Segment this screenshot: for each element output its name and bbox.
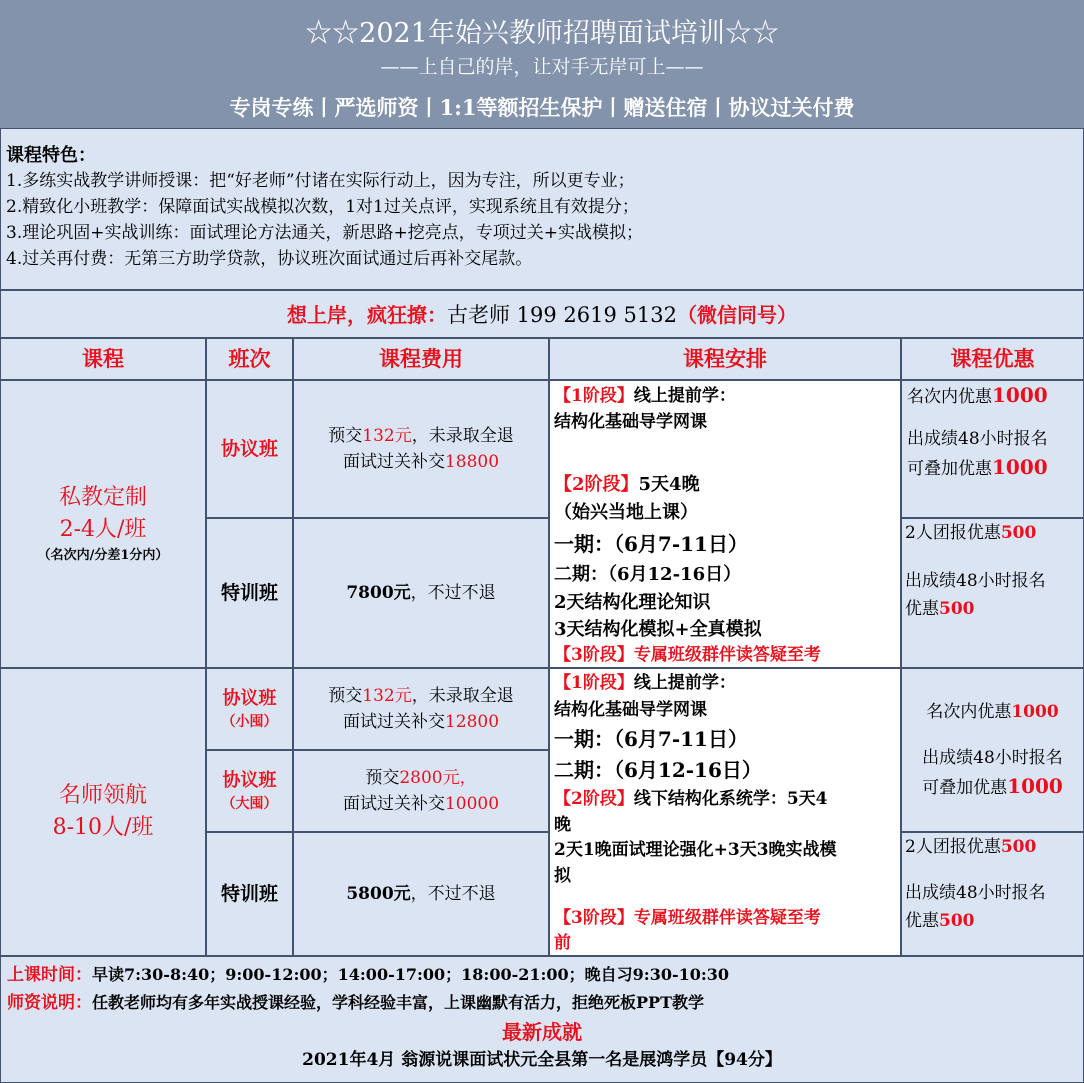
- class-agreement: 协议班: [206, 380, 293, 518]
- fee-intensive-2: [293, 832, 549, 956]
- discount-amount: 500: [1000, 523, 1037, 543]
- fee-amount: 7800元: [346, 583, 411, 603]
- discount-master-a: [901, 668, 1084, 832]
- features-heading: 课程特色：: [6, 145, 96, 166]
- discount-text: 出成绩48小时报名: [905, 883, 1046, 903]
- discount-text: 2人团报优惠: [905, 523, 1001, 543]
- fee-amount: 5800元: [346, 884, 411, 904]
- discount-amount: 500: [939, 599, 975, 619]
- feature-tagline: 专岗专练丨严选师资丨1:1等额招生保护丨赠送住宿丨协议过关付费: [229, 95, 855, 120]
- schedule-period: 二期：（6月12-16日）: [554, 564, 742, 585]
- fee-text: ，未录取全退: [411, 686, 514, 706]
- achievement-text: 2021年4月 翁源说课面试状元全县第一名是展鸿学员【94分】: [302, 1050, 782, 1070]
- stage-tag: 【2阶段】: [554, 789, 634, 809]
- contact-row: [0, 290, 1084, 338]
- class-sub: （小囤）: [221, 714, 278, 730]
- col-header-schedule: 课程安排: [549, 338, 901, 380]
- stage-text: 5天4晚: [638, 474, 700, 495]
- footer-section: [0, 956, 1084, 1083]
- fee-agreement-small: [293, 668, 549, 750]
- discount-master-b: [901, 832, 1084, 956]
- fee-text: 面试过关补交: [342, 794, 445, 814]
- discount-amount: 500: [1000, 837, 1037, 857]
- schedule-master: [549, 668, 901, 956]
- discount-amount: 1000: [992, 383, 1048, 407]
- stage-tag: 【2阶段】: [554, 474, 639, 495]
- stage-tag: 【3阶段】专属班级群伴读答疑至考: [554, 645, 821, 665]
- fee-agreement-large: [293, 750, 549, 832]
- achievement-title: 最新成就: [502, 1020, 582, 1044]
- schedule-period: 一期：（6月7-11日）: [554, 532, 748, 556]
- course-size: 2-4人/班: [59, 517, 147, 542]
- class-intensive-2: 特训班: [206, 832, 293, 956]
- discount-text: 优惠: [905, 911, 939, 931]
- stage-tag: 【1阶段】: [554, 386, 634, 406]
- col-header-course: 课程: [0, 338, 206, 380]
- schedule-line: 晚: [554, 815, 571, 835]
- col-header-discount: 课程优惠: [901, 338, 1084, 380]
- course-master: [0, 668, 206, 956]
- course-note: （名次内/分差1分内）: [37, 548, 169, 563]
- fee-amount: 12800: [444, 712, 500, 732]
- discount-text: 出成绩48小时报名: [905, 571, 1046, 591]
- discount-amount: 1000: [1011, 702, 1059, 722]
- stage-text: 线下结构化系统学：5天4: [633, 789, 828, 809]
- course-name: 私教定制: [58, 485, 147, 510]
- page-title: ☆☆2021年始兴教师招聘面试培训☆☆: [305, 18, 779, 49]
- discount-text: 优惠: [905, 599, 939, 619]
- fee-amount: 2800元，: [399, 768, 477, 788]
- schedule-period: 一期：（6月7-11日）: [554, 727, 748, 751]
- course-name: 名师领航: [58, 783, 147, 808]
- fee-text: ，不过不退: [410, 884, 496, 904]
- col-header-fee: 课程费用: [293, 338, 549, 380]
- fee-text: 预交: [328, 426, 363, 446]
- fee-text: 面试过关补交: [342, 712, 445, 732]
- header-banner: [0, 0, 1084, 128]
- class-name: 协议班: [222, 770, 277, 791]
- discount-amount: 1000: [1007, 774, 1063, 798]
- fee-amount: 132元: [362, 426, 412, 446]
- feature-item: 2.精致化小班教学：保障面试实战模拟次数，1对1过关点评，实现系统且有效提分；: [6, 197, 639, 217]
- discount-text: 出成绩48小时报名: [922, 748, 1063, 768]
- features-section: [0, 128, 1084, 290]
- discount-text: 可叠加优惠: [922, 778, 1008, 798]
- contact-wechat: （微信同号）: [677, 303, 797, 327]
- feature-item: 3.理论巩固+实战训练：面试理论方法通关，新思路+挖亮点，专项过关+实战模拟；: [6, 223, 643, 243]
- fee-amount: 10000: [444, 794, 500, 814]
- feature-item: 1.多练实战教学讲师授课：把“好老师”付诸在实际行动上，因为专注，所以更专业；: [6, 171, 635, 191]
- discount-amount: 1000: [992, 455, 1048, 479]
- fee-text: ，不过不退: [410, 583, 496, 603]
- teacher-label: 师资说明：: [7, 993, 92, 1013]
- course-size: 8-10人/班: [52, 815, 154, 840]
- schedule-line: 结构化基础导学网课: [554, 700, 707, 720]
- discount-text: 出成绩48小时报名: [907, 429, 1048, 449]
- fee-intensive: [293, 518, 549, 668]
- stage-text: 线上提前学：: [633, 673, 736, 693]
- discount-text: 2人团报优惠: [905, 837, 1001, 857]
- fee-amount: 18800: [444, 452, 500, 472]
- teacher-text: 任教老师均有多年实战授课经验，学科经验丰富，上课幽默有活力，拒绝死板PPT教学: [92, 993, 704, 1012]
- schedule-line: 3天结构化模拟+全真模拟: [554, 619, 762, 640]
- stage-tag: 前: [554, 933, 571, 953]
- page-subtitle: ——上自己的岸，让对手无岸可上——: [380, 56, 704, 78]
- discount-intensive: [901, 518, 1084, 668]
- feature-item: 4.过关再付费：无第三方助学贷款，协议班次面试通过后再补交尾款。: [6, 249, 533, 269]
- schedule-line: 拟: [554, 866, 571, 886]
- time-label: 上课时间：: [7, 965, 92, 985]
- contact-phone: 古老师 199 2619 5132: [447, 303, 677, 327]
- fee-text: 预交: [328, 686, 363, 706]
- schedule-line: 2天1晚面试理论强化+3天3晚实战模: [554, 840, 837, 860]
- fee-agreement: [293, 380, 549, 518]
- class-agreement-small: [206, 668, 293, 750]
- col-header-class: 班次: [206, 338, 293, 380]
- stage-tag: 【3阶段】专属班级群伴读答疑至考: [554, 908, 821, 928]
- schedule-line: 2天结构化理论知识: [554, 592, 711, 613]
- course-private: [0, 380, 206, 668]
- discount-amount: 500: [939, 911, 975, 931]
- schedule-private: [549, 380, 901, 668]
- class-name: 协议班: [222, 688, 277, 709]
- schedule-line: （始兴当地上课）: [554, 502, 698, 523]
- stage-tag: 【1阶段】: [554, 673, 634, 693]
- fee-text: 面试过关补交: [342, 452, 445, 472]
- contact-lead: 想上岸，疯狂撩：: [287, 303, 447, 327]
- class-sub: （大囤）: [221, 796, 278, 812]
- fee-text: 预交: [365, 768, 400, 788]
- discount-text: 可叠加优惠: [907, 459, 992, 479]
- fee-text: ，未录取全退: [411, 426, 514, 446]
- fee-amount: 132元: [362, 686, 412, 706]
- discount-text: 名次内优惠: [926, 702, 1012, 722]
- schedule-line: 结构化基础导学网课: [554, 412, 707, 432]
- class-agreement-large: [206, 750, 293, 832]
- discount-text: 名次内优惠: [907, 387, 992, 407]
- stage-text: 线上提前学：: [633, 386, 736, 406]
- class-intensive: 特训班: [206, 518, 293, 668]
- time-text: 早读7:30-8:40；9:00-12:00；14:00-17:00；18:00-21:00；晚自习9:30-10:30: [92, 965, 730, 984]
- discount-agreement: [901, 380, 1084, 518]
- schedule-period: 二期：（6月12-16日）: [554, 758, 762, 782]
